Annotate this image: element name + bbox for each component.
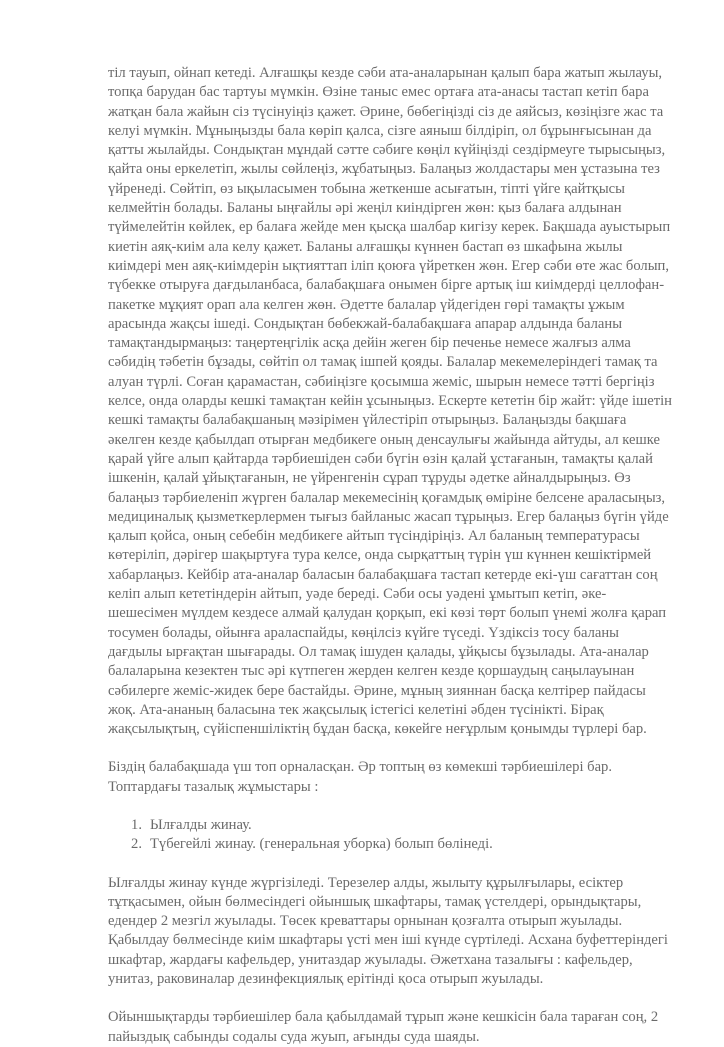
- document-page: [108, 64, 672, 1047]
- text-line: сәбилерге жеміс-жидек бере бастайды. Әрине, мұның зияннан басқа келтірер пайдасы: [108, 682, 646, 699]
- text-line: қатты жылайды. Сондықтан мұндай сәтте сәбиге көңіл күйіңізді сездірмеуге тырысыңыз,: [108, 142, 666, 159]
- text-line: киімдері мен аяқ-киімдерін ықтияттап іліп қоюға үйреткен жөн. Егер сәби өте жас болып,: [108, 257, 669, 274]
- text-line: балаңыз тәрбиеленіп жүрген балалар мекемесінің қоғамдық өміріне белсене араласыңыз,: [108, 489, 666, 506]
- text-line: қарай үйге алып қайтарда тәрбиешіден сәби бүгін өзін қалай ұстағанын, тамақты қалай: [108, 450, 653, 467]
- paragraph-gap: [108, 989, 668, 1008]
- list-item-number: 2.: [131, 836, 142, 853]
- text-line: едендер 2 мезгіл жуылады. Төсек креваттары орнынан қозғалта отырып жуылады.: [108, 913, 623, 930]
- paragraph-wet-cleaning: [108, 874, 668, 990]
- text-line: киетін аяқ-киім ала келу қажет. Баланы алғашқы күннен бастап өз шкафына жылы: [108, 238, 623, 255]
- paragraph-groups-intro: [108, 758, 668, 797]
- text-line: әкелген кезде қабылдап отырған медбикеге оның денсаулығы жайында айтуды, ал кешке: [108, 431, 660, 448]
- text-line: дағдылы ырғақтан шығарады. Ол тамақ ішуден қалады, ұйқысы бұзылады. Ата-аналар: [108, 643, 649, 660]
- text-line: тіл тауып, ойнап кетеді. Алғашқы кезде сәби ата-аналарынан қалып бара жатып жылауы,: [108, 65, 663, 81]
- text-line: пакетке мұқият орап ала келген жөн. Әдетте балалар үйдегіден гөрі тамақты ұжым: [108, 296, 625, 313]
- text-line: Ылғалды жинау күнде жүргізіледі. Терезелер алды, жылыту құрылғылары, есіктер: [108, 874, 624, 891]
- text-line: шешесімен мүлдем кездесе алмай қалудан қорқып, екі көзі төрт болып үнемі жолға қарап: [108, 605, 667, 622]
- text-line: тосумен болады, ойынға араласпайды, көңілсіз күйге түседі. Үздіксіз тосу баланы: [108, 624, 619, 641]
- text-line: қайта оны еркелетіп, жылы сөйлеңіз, жұбатыңыз. Балаңыз жолдастары мен ұстазына тез: [108, 161, 660, 178]
- list-item: [108, 835, 668, 854]
- text-line: пайыздық сабынды содалы суда жуып, ағынды суда шаяды.: [108, 1028, 480, 1045]
- paragraph-gap: [108, 739, 668, 758]
- text-line: Ойыншықтарды тәрбиешілер бала қабылдамай тұрып және кешкісін бала тараған соң, 2: [108, 1009, 659, 1026]
- text-line: қалып қойса, оның себебін медбикеге айтып түсіндіріңіз. Ал баланың температурасы: [108, 528, 640, 545]
- list-item-text: Түбегейлі жинау. (генеральная уборка) болып бөлінеді.: [150, 836, 493, 853]
- text-line: шкафтар, жардағы кафельдер, унитаздар жуылады. Әжетхана тазалығы : кафельдер,: [108, 951, 633, 968]
- cleaning-types-list: [108, 816, 668, 855]
- text-line: унитаз, раковиналар дезинфекциялық ерітінді қоса отырып жуылады.: [108, 971, 544, 988]
- paragraph-childcare-advice: [108, 64, 672, 739]
- text-line: топқа барудан бас тартуы мүмкін. Өзіне таныс емес ортаға ата-анасы тастап кетіп бара: [108, 84, 649, 101]
- text-line: жатқан бала жайын сіз түсінуіңіз қажет. Әрине, бөбегіңізді сіз де аяйсыз, көзіңізге жас та: [108, 103, 664, 120]
- text-line: Қабылдау бөлмесінде киім шкафтары үсті мен іші күнде сүртіледі. Асхана буфеттеріндегі: [108, 932, 668, 949]
- text-line: үйренеді. Сөйтіп, өз ықыласымен тобына жеткенше асығатын, тіпті үйге қайтқысы: [108, 180, 625, 197]
- text-line: түбекке отыруға дағдыланбаса, балабақшаға онымен бірге артық іш киімдерді целлофан-: [108, 277, 665, 294]
- text-line: алуан түрлі. Соған қарамастан, сәбиіңізге қосымша жеміс, шырын немесе тәтті бергіңіз: [108, 373, 655, 390]
- text-line: жоқ. Ата-ананың баласына тек жақсылық істегісі келетіні әбден түсінікті. Бірақ: [108, 701, 604, 718]
- text-line: Біздің балабақшада үш топ орналасқан. Әр топтың өз көмекші тәрбиешілері бар.: [108, 759, 612, 776]
- text-line: тұтқасымен, ойын бөлмесіндегі ойыншық шкафтары, тамақ үстелдері, орындықтары,: [108, 893, 642, 910]
- text-line: медициналық қызметкерлермен тығыз байланыс жасап тұрыңыз. Егер балаңыз бүгін үйде: [108, 508, 669, 525]
- text-line: келсе, онда оларды кешкі тамақтан кейін ұсыныңыз. Ескерте кететін бір жайт: үйде ішетін: [108, 393, 672, 410]
- text-line: сәбидің тәбетін бұзады, сөйтіп ол тамақ ішпей қояды. Балалар мекемелеріндегі тамақ та: [108, 354, 658, 371]
- paragraph-gap: [108, 797, 668, 816]
- text-line: жақсылықтың, сүйіспеншіліктің бұдан басқа, көкейге неғұрлым қонымды түрлері бар.: [108, 721, 647, 738]
- paragraph-gap: [108, 855, 668, 874]
- list-item-text: Ылғалды жинау.: [150, 816, 252, 833]
- text-line: келіп алып кететіндерін айтып, уәде береді. Сәби осы уәдені ұмытып кетіп, әке-: [108, 586, 607, 603]
- text-line: келмейтін болады. Баланы ыңғайлы әрі жеңіл киіндірген жөн: қыз балаға алдынан: [108, 200, 622, 217]
- text-line: балаларына кезектен тыс әрі күтпеген жерден келген кезде қоршаудың саңылауынан: [108, 663, 635, 680]
- text-line: хабарлаңыз. Кейбір ата-аналар баласын балабақшаға тастап кетерде екі-үш сағаттан соң: [108, 566, 658, 583]
- text-line: ішкенін, қалай ұйықтағанын, не үйренгенін сұрап тұруды әдетке айналдырыңыз. Өз: [108, 470, 631, 487]
- text-line: көтеріліп, дәрігер шақыртуға тура келсе, онда сырқаттың түрін үш күннен кешіктірмей: [108, 547, 652, 564]
- list-item: [108, 816, 668, 835]
- text-line: арасында жақсы ішеді. Сондықтан бөбекжай-балабақшаға апарар алдында баланы: [108, 315, 623, 332]
- text-line: Топтардағы тазалық жұмыстары :: [108, 778, 319, 795]
- list-item-number: 1.: [131, 816, 142, 833]
- text-line: келуі мүмкін. Мұныңызды бала көріп қалса, сізге аяныш білдіріп, ол бұрынғысынан да: [108, 122, 652, 139]
- paragraph-toy-washing: [108, 1008, 668, 1047]
- text-line: түймелейтін көйлек, ер балаға жейде мен қысқа шалбар кигізу керек. Бақшада ауыстырып: [108, 219, 671, 236]
- text-line: тамақтандырмаңыз: таңертеңгілік асқа дейін жеген бір печенье немесе жалғыз алма: [108, 335, 631, 352]
- text-line: кешкі тамақты балабақшаның мәзірімен үйлестіріп отырыңыз. Балаңызды бақшаға: [108, 412, 627, 429]
